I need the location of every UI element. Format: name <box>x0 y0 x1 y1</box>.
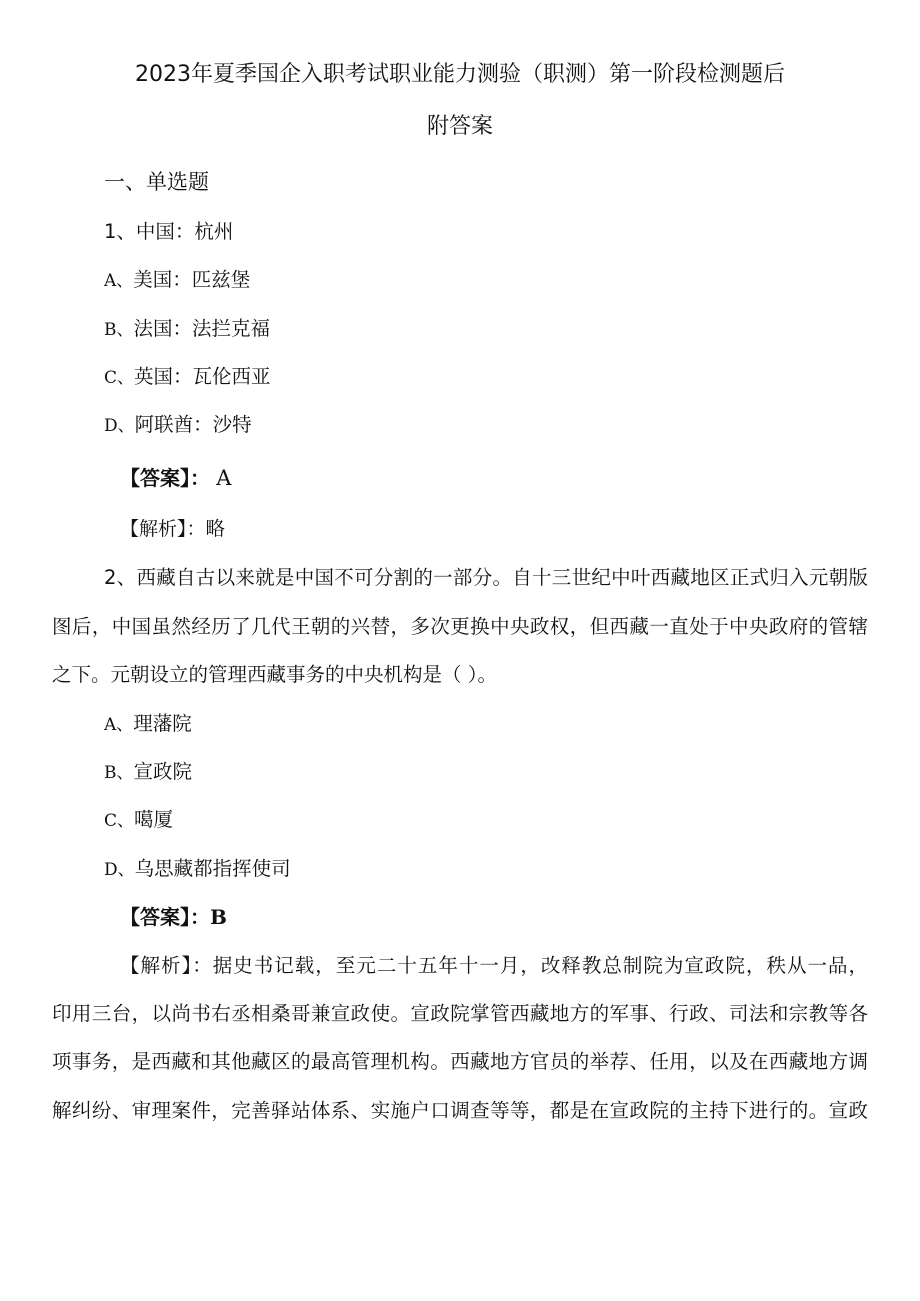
q1-analysis <box>120 515 225 543</box>
q2-stem-line-3: 之下。元朝设立的管理西藏事务的中央机构是（ ）。 <box>52 663 497 686</box>
q1-option-a-key: A、 <box>104 271 134 291</box>
q1-option-a <box>104 266 250 295</box>
q2-analysis-line-3: 项事务，是西藏和其他藏区的最高管理机构。西藏地方官员的举荐、任用，以及在西藏地方调 <box>52 1050 868 1073</box>
q2-answer-label: 【答案】： <box>120 905 210 929</box>
q1-option-c-key: C、 <box>104 368 135 388</box>
q2-analysis-label: 【解析】： <box>120 954 213 977</box>
q2-answer-value: B <box>210 905 227 929</box>
q1-option-b-text: 法国：法拦克福 <box>133 317 271 340</box>
document-title-line-1: 2023年夏季国企入职考试职业能力测验（职测）第一阶段检测题后 <box>135 62 785 87</box>
q1-analysis-label: 【解析】： <box>120 518 206 540</box>
q2-option-d <box>104 855 291 884</box>
q1-option-b-key: B、 <box>104 320 134 340</box>
q2-option-a-key: A、 <box>104 715 134 735</box>
q2-option-a <box>104 710 192 739</box>
q2-stem-line-2: 图后，中国虽然经历了几代王朝的兴替，多次更换中央政权，但西藏一直处于中央政府的管辖 <box>52 615 868 638</box>
q2-analysis-line-4: 解纠纷、审理案件，完善驿站体系、实施户口调查等等，都是在宣政院的主持下进行的。宣政 <box>52 1099 868 1122</box>
q2-option-b-key: B、 <box>104 763 134 783</box>
q1-stem: 1、中国：杭州 <box>104 220 234 243</box>
q2-answer <box>120 903 227 932</box>
q2-analysis-line-2: 印用三台，以尚书右丞相桑哥兼宣政使。宣政院掌管西藏地方的军事、行政、司法和宗教等各 <box>52 1002 868 1025</box>
q1-answer <box>120 464 231 493</box>
q1-answer-value: A <box>216 466 232 490</box>
q1-option-c-text: 英国：瓦伦西亚 <box>134 365 271 388</box>
q2-option-c-key: C、 <box>104 811 135 831</box>
q2-option-c <box>104 806 173 835</box>
q1-option-d <box>104 411 252 440</box>
q2-option-b-text: 宣政院 <box>133 760 193 783</box>
q1-answer-label: 【答案】： <box>120 466 210 490</box>
q2-option-d-key: D、 <box>104 860 135 880</box>
document-title-line-2: 附答案 <box>426 114 493 139</box>
q1-option-b <box>104 315 270 344</box>
q2-option-d-text: 乌思藏都指挥使司 <box>134 857 291 880</box>
q2-analysis-text-1: 据史书记载，至元二十五年十一月，改释教总制院为宣政院，秩从一品， <box>212 954 868 977</box>
q1-analysis-value: 略 <box>205 517 226 540</box>
q2-analysis-line-1 <box>120 952 868 980</box>
section-heading: 一、单选题 <box>104 170 209 194</box>
q1-option-a-text: 美国：匹兹堡 <box>133 268 251 291</box>
q2-stem-line-1: 2、西藏自古以来就是中国不可分割的一部分。自十三世纪中叶西藏地区正式归入元朝版 <box>104 566 868 589</box>
q2-option-a-text: 理藩院 <box>133 712 192 735</box>
q1-option-c <box>104 363 271 392</box>
q2-option-b <box>104 758 192 787</box>
q1-option-d-key: D、 <box>104 416 135 436</box>
q1-option-d-text: 阿联酋：沙特 <box>134 413 252 436</box>
q2-option-c-text: 噶厦 <box>134 808 174 831</box>
